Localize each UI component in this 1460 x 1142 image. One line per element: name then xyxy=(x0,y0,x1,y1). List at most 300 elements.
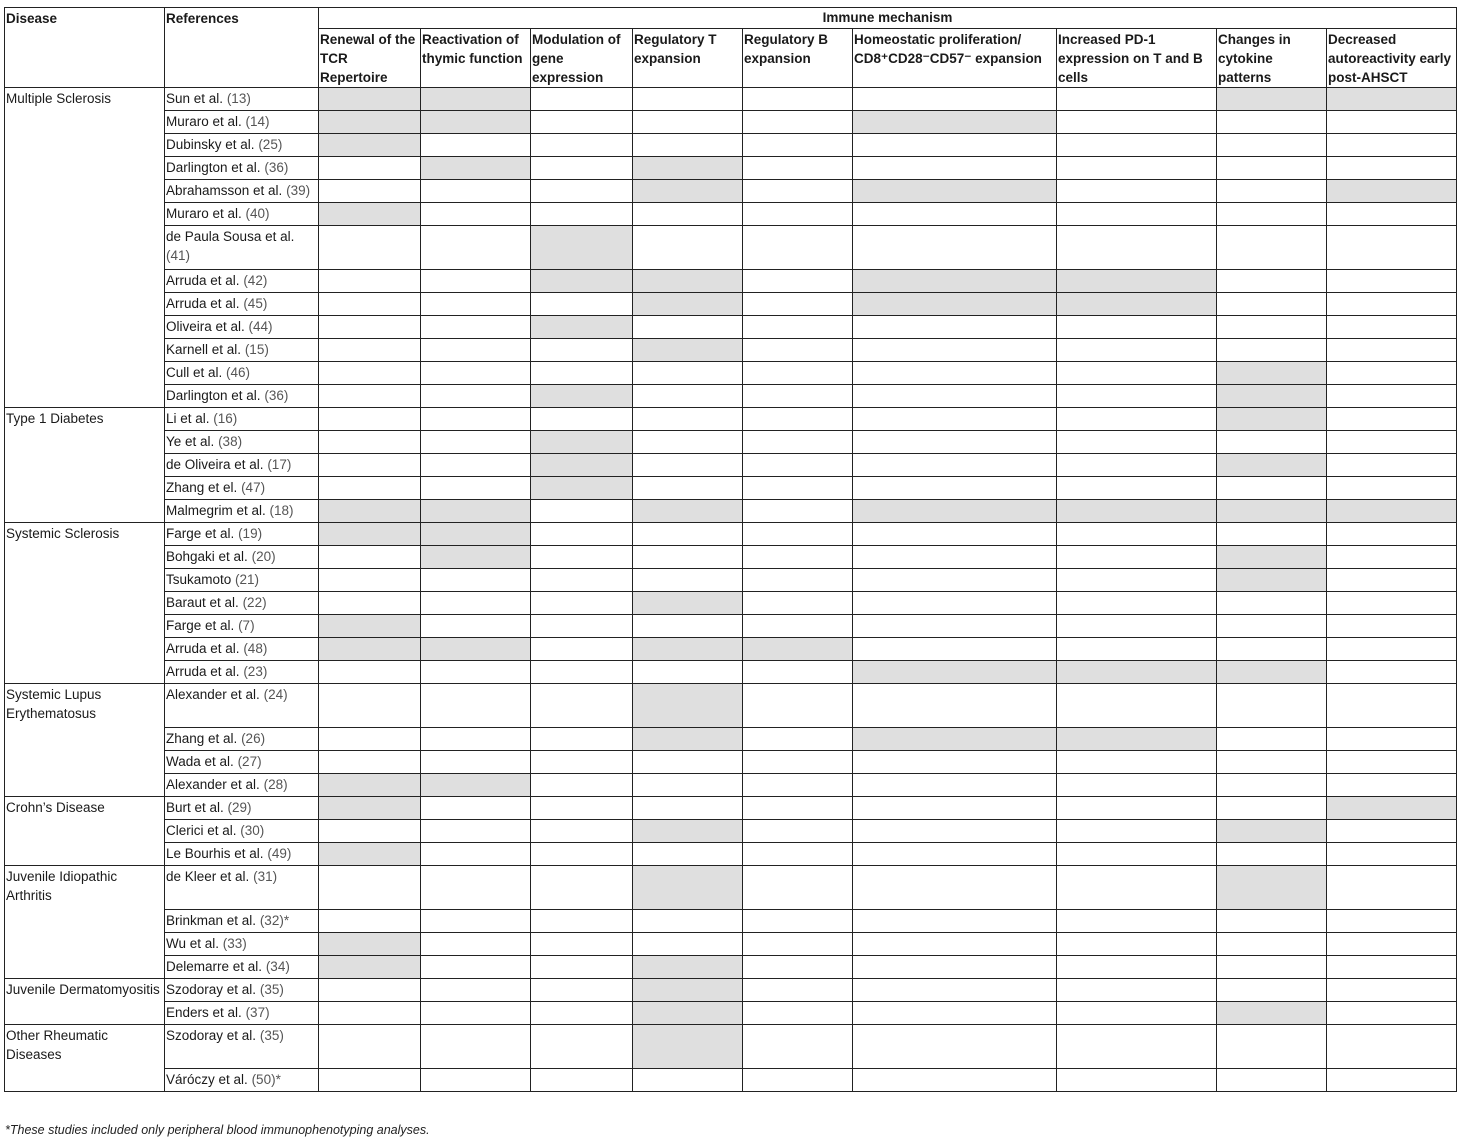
mechanism-cell-empty xyxy=(853,203,1057,226)
mechanism-cell-empty xyxy=(531,88,633,111)
mechanism-cell-empty xyxy=(1217,226,1327,270)
mechanism-cell-empty xyxy=(743,797,853,820)
reference-number: (39) xyxy=(286,183,311,198)
mechanism-cell-shaded xyxy=(633,270,743,293)
table-body xyxy=(5,88,1457,1092)
mechanism-cell-empty xyxy=(1217,293,1327,316)
reference-cell xyxy=(165,820,319,843)
mechanism-cell-empty xyxy=(1057,157,1217,180)
mechanism-cell-empty xyxy=(319,454,421,477)
mechanism-cell-empty xyxy=(1327,933,1457,956)
mechanism-cell-empty xyxy=(743,316,853,339)
mechanism-cell-empty xyxy=(743,134,853,157)
mechanism-cell-empty xyxy=(853,910,1057,933)
mechanism-cell-empty xyxy=(743,454,853,477)
table-row xyxy=(5,843,1457,866)
reference-number: (32)* xyxy=(259,913,290,928)
header-mechanism-thymic-reactivation: Reactivation of thymic function xyxy=(421,29,531,88)
mechanism-cell-empty xyxy=(853,408,1057,431)
mechanism-cell-empty xyxy=(1217,203,1327,226)
mechanism-cell-empty xyxy=(853,638,1057,661)
mechanism-cell-shaded xyxy=(633,180,743,203)
mechanism-cell-shaded xyxy=(633,866,743,910)
mechanism-cell-empty xyxy=(853,454,1057,477)
mechanism-cell-empty xyxy=(531,728,633,751)
mechanism-cell-empty xyxy=(633,569,743,592)
mechanism-cell-empty xyxy=(743,1025,853,1069)
mechanism-cell-empty xyxy=(531,1025,633,1069)
table-row xyxy=(5,1002,1457,1025)
mechanism-cell-empty xyxy=(319,751,421,774)
reference-cell xyxy=(165,1025,319,1069)
mechanism-cell-shaded xyxy=(1217,546,1327,569)
disease-cell: Type 1 Diabetes xyxy=(5,408,165,523)
mechanism-cell-empty xyxy=(421,226,531,270)
mechanism-cell-empty xyxy=(633,431,743,454)
reference-number: (49) xyxy=(267,846,292,861)
mechanism-cell-empty xyxy=(531,180,633,203)
reference-number: (13) xyxy=(226,91,251,106)
table-row xyxy=(5,477,1457,500)
mechanism-cell-empty xyxy=(743,385,853,408)
mechanism-cell-empty xyxy=(633,477,743,500)
mechanism-cell-shaded xyxy=(633,956,743,979)
mechanism-cell-empty xyxy=(633,1069,743,1092)
mechanism-cell-shaded xyxy=(853,111,1057,134)
header-disease: Disease xyxy=(5,8,165,88)
reference-number: (35) xyxy=(259,1028,284,1043)
reference-cell xyxy=(165,293,319,316)
mechanism-cell-empty xyxy=(421,956,531,979)
table-row xyxy=(5,569,1457,592)
mechanism-cell-empty xyxy=(853,477,1057,500)
table-row xyxy=(5,408,1457,431)
reference-cell xyxy=(165,500,319,523)
mechanism-cell-empty xyxy=(1327,1025,1457,1069)
mechanism-cell-shaded xyxy=(421,774,531,797)
mechanism-cell-empty xyxy=(319,408,421,431)
reference-cell xyxy=(165,1069,319,1092)
mechanism-cell-empty xyxy=(1217,180,1327,203)
mechanism-cell-shaded xyxy=(319,134,421,157)
reference-number: (15) xyxy=(244,342,269,357)
mechanism-cell-empty xyxy=(1057,843,1217,866)
mechanism-cell-shaded xyxy=(1057,728,1217,751)
mechanism-cell-empty xyxy=(633,362,743,385)
mechanism-cell-shaded xyxy=(319,203,421,226)
reference-name: Bohgaki et al. xyxy=(166,549,248,564)
mechanism-cell-empty xyxy=(1327,774,1457,797)
reference-cell xyxy=(165,270,319,293)
mechanism-cell-shaded xyxy=(633,293,743,316)
mechanism-cell-empty xyxy=(1057,523,1217,546)
reference-name: Li et al. xyxy=(166,411,210,426)
reference-name: Le Bourhis et al. xyxy=(166,846,264,861)
mechanism-cell-shaded xyxy=(633,1025,743,1069)
mechanism-cell-empty xyxy=(1057,546,1217,569)
mechanism-cell-empty xyxy=(1057,592,1217,615)
mechanism-cell-empty xyxy=(743,1002,853,1025)
mechanism-cell-empty xyxy=(319,569,421,592)
mechanism-cell-empty xyxy=(421,180,531,203)
mechanism-cell-empty xyxy=(319,1002,421,1025)
mechanism-cell-empty xyxy=(743,111,853,134)
mechanism-cell-shaded xyxy=(531,270,633,293)
table-row xyxy=(5,751,1457,774)
mechanism-cell-empty xyxy=(853,866,1057,910)
mechanism-cell-empty xyxy=(743,956,853,979)
mechanism-cell-shaded xyxy=(1217,385,1327,408)
mechanism-cell-empty xyxy=(853,339,1057,362)
mechanism-cell-empty xyxy=(1057,866,1217,910)
mechanism-cell-empty xyxy=(531,866,633,910)
mechanism-cell-empty xyxy=(1327,362,1457,385)
table-row xyxy=(5,500,1457,523)
reference-name: Ye et al. xyxy=(166,434,215,449)
mechanism-cell-shaded xyxy=(1327,88,1457,111)
reference-name: Alexander et al. xyxy=(166,687,260,702)
reference-number: (45) xyxy=(243,296,268,311)
mechanism-cell-shaded xyxy=(319,956,421,979)
mechanism-cell-empty xyxy=(421,797,531,820)
table-row xyxy=(5,615,1457,638)
disease-cell: Systemic Sclerosis xyxy=(5,523,165,684)
mechanism-cell-empty xyxy=(1327,979,1457,1002)
mechanism-cell-empty xyxy=(1327,684,1457,728)
mechanism-cell-empty xyxy=(853,546,1057,569)
mechanism-cell-empty xyxy=(319,684,421,728)
mechanism-cell-empty xyxy=(743,661,853,684)
mechanism-cell-empty xyxy=(421,728,531,751)
mechanism-cell-empty xyxy=(1217,157,1327,180)
reference-cell xyxy=(165,226,319,270)
reference-name: Szodoray et al. xyxy=(166,982,257,997)
mechanism-cell-shaded xyxy=(633,500,743,523)
mechanism-cell-empty xyxy=(421,454,531,477)
mechanism-cell-empty xyxy=(1057,774,1217,797)
mechanism-cell-empty xyxy=(743,866,853,910)
mechanism-cell-empty xyxy=(531,203,633,226)
mechanism-cell-shaded xyxy=(1217,866,1327,910)
mechanism-cell-empty xyxy=(1217,910,1327,933)
mechanism-cell-shaded xyxy=(1327,797,1457,820)
mechanism-cell-empty xyxy=(319,270,421,293)
reference-number: (20) xyxy=(251,549,276,564)
reference-cell xyxy=(165,774,319,797)
mechanism-cell-empty xyxy=(743,751,853,774)
mechanism-cell-empty xyxy=(531,956,633,979)
mechanism-cell-empty xyxy=(1327,843,1457,866)
reference-name: Cull et al. xyxy=(166,365,223,380)
mechanism-cell-empty xyxy=(633,316,743,339)
mechanism-cell-empty xyxy=(421,385,531,408)
mechanism-cell-empty xyxy=(1217,316,1327,339)
mechanism-cell-empty xyxy=(421,569,531,592)
mechanism-cell-empty xyxy=(743,684,853,728)
mechanism-cell-empty xyxy=(421,820,531,843)
mechanism-cell-empty xyxy=(1327,1069,1457,1092)
immune-mechanism-table xyxy=(4,7,1457,1092)
reference-name: Delemarre et al. xyxy=(166,959,263,974)
mechanism-cell-empty xyxy=(853,157,1057,180)
mechanism-cell-empty xyxy=(1217,431,1327,454)
mechanism-cell-shaded xyxy=(853,728,1057,751)
table-row xyxy=(5,270,1457,293)
table-row xyxy=(5,638,1457,661)
mechanism-cell-shaded xyxy=(531,454,633,477)
reference-cell xyxy=(165,523,319,546)
reference-name: Brinkman et al. xyxy=(166,913,257,928)
mechanism-cell-shaded xyxy=(1217,408,1327,431)
mechanism-cell-shaded xyxy=(319,615,421,638)
mechanism-cell-shaded xyxy=(531,316,633,339)
mechanism-cell-empty xyxy=(1057,684,1217,728)
mechanism-cell-empty xyxy=(1057,111,1217,134)
mechanism-cell-empty xyxy=(743,293,853,316)
reference-cell xyxy=(165,956,319,979)
mechanism-cell-empty xyxy=(1327,615,1457,638)
mechanism-cell-empty xyxy=(531,910,633,933)
mechanism-cell-empty xyxy=(853,569,1057,592)
mechanism-cell-empty xyxy=(531,1002,633,1025)
mechanism-cell-empty xyxy=(531,134,633,157)
reference-number: (36) xyxy=(264,388,289,403)
reference-cell xyxy=(165,569,319,592)
mechanism-cell-empty xyxy=(319,979,421,1002)
mechanism-cell-shaded xyxy=(319,88,421,111)
mechanism-cell-shaded xyxy=(853,270,1057,293)
mechanism-cell-empty xyxy=(319,385,421,408)
mechanism-cell-empty xyxy=(853,684,1057,728)
table-row xyxy=(5,293,1457,316)
mechanism-cell-shaded xyxy=(1327,500,1457,523)
reference-number: (19) xyxy=(238,526,263,541)
mechanism-cell-empty xyxy=(853,316,1057,339)
mechanism-cell-empty xyxy=(531,592,633,615)
mechanism-cell-empty xyxy=(1217,1069,1327,1092)
mechanism-cell-empty xyxy=(531,523,633,546)
mechanism-cell-empty xyxy=(319,866,421,910)
reference-cell xyxy=(165,88,319,111)
mechanism-cell-empty xyxy=(421,362,531,385)
mechanism-cell-empty xyxy=(319,1025,421,1069)
header-mechanism-tcr-renewal: Renewal of the TCR Repertoire xyxy=(319,29,421,88)
reference-name: Váróczy et al. xyxy=(166,1072,248,1087)
reference-cell xyxy=(165,933,319,956)
mechanism-cell-empty xyxy=(319,910,421,933)
mechanism-cell-empty xyxy=(743,569,853,592)
mechanism-cell-empty xyxy=(1327,134,1457,157)
mechanism-cell-empty xyxy=(1327,820,1457,843)
mechanism-cell-empty xyxy=(531,569,633,592)
reference-name: de Oliveira et al. xyxy=(166,457,264,472)
mechanism-cell-shaded xyxy=(531,385,633,408)
mechanism-cell-empty xyxy=(853,1069,1057,1092)
mechanism-cell-empty xyxy=(633,774,743,797)
mechanism-cell-empty xyxy=(743,500,853,523)
reference-cell xyxy=(165,362,319,385)
reference-name: Dubinsky et al. xyxy=(166,137,255,152)
mechanism-cell-empty xyxy=(853,134,1057,157)
reference-cell xyxy=(165,843,319,866)
mechanism-cell-empty xyxy=(1327,385,1457,408)
mechanism-cell-empty xyxy=(853,774,1057,797)
mechanism-cell-empty xyxy=(1057,933,1217,956)
mechanism-cell-empty xyxy=(1327,477,1457,500)
mechanism-cell-empty xyxy=(1217,684,1327,728)
disease-cell: Crohn’s Disease xyxy=(5,797,165,866)
reference-number: (41) xyxy=(166,248,191,263)
table-row xyxy=(5,1069,1457,1092)
reference-cell xyxy=(165,111,319,134)
mechanism-cell-empty xyxy=(1057,569,1217,592)
mechanism-cell-shaded xyxy=(633,638,743,661)
mechanism-cell-empty xyxy=(1327,569,1457,592)
mechanism-cell-empty xyxy=(421,316,531,339)
mechanism-cell-empty xyxy=(531,408,633,431)
mechanism-cell-empty xyxy=(1217,843,1327,866)
reference-cell xyxy=(165,180,319,203)
mechanism-cell-shaded xyxy=(319,774,421,797)
reference-name: Oliveira et al. xyxy=(166,319,245,334)
mechanism-cell-empty xyxy=(319,1069,421,1092)
mechanism-cell-shaded xyxy=(633,820,743,843)
mechanism-cell-empty xyxy=(633,111,743,134)
reference-name: Szodoray et al. xyxy=(166,1028,257,1043)
reference-number: (21) xyxy=(235,572,260,587)
reference-cell xyxy=(165,684,319,728)
mechanism-cell-empty xyxy=(1057,385,1217,408)
table-row xyxy=(5,728,1457,751)
reference-cell xyxy=(165,385,319,408)
mechanism-cell-empty xyxy=(633,797,743,820)
reference-number: (44) xyxy=(248,319,273,334)
reference-name: Darlington et al. xyxy=(166,160,261,175)
mechanism-cell-empty xyxy=(531,615,633,638)
reference-name: Clerici et al. xyxy=(166,823,237,838)
header-mechanism-cytokine-patterns: Changes in cytokine patterns xyxy=(1217,29,1327,88)
reference-name: Karnell et al. xyxy=(166,342,242,357)
mechanism-cell-empty xyxy=(421,933,531,956)
mechanism-cell-shaded xyxy=(421,500,531,523)
mechanism-cell-shaded xyxy=(633,979,743,1002)
mechanism-cell-empty xyxy=(633,385,743,408)
mechanism-cell-shaded xyxy=(1217,362,1327,385)
mechanism-cell-empty xyxy=(633,203,743,226)
mechanism-cell-empty xyxy=(633,661,743,684)
reference-cell xyxy=(165,592,319,615)
reference-cell xyxy=(165,979,319,1002)
mechanism-cell-shaded xyxy=(633,592,743,615)
mechanism-cell-shaded xyxy=(633,339,743,362)
reference-name: Farge et al. xyxy=(166,526,235,541)
reference-cell xyxy=(165,157,319,180)
mechanism-cell-shaded xyxy=(633,728,743,751)
mechanism-cell-shaded xyxy=(1217,820,1327,843)
mechanism-cell-empty xyxy=(853,820,1057,843)
mechanism-cell-empty xyxy=(1057,203,1217,226)
reference-name: Muraro et al. xyxy=(166,206,242,221)
mechanism-cell-empty xyxy=(1217,774,1327,797)
mechanism-cell-empty xyxy=(319,362,421,385)
mechanism-cell-empty xyxy=(531,157,633,180)
reference-number: (46) xyxy=(226,365,251,380)
mechanism-cell-empty xyxy=(743,203,853,226)
reference-cell xyxy=(165,546,319,569)
mechanism-cell-empty xyxy=(853,797,1057,820)
table-row xyxy=(5,523,1457,546)
mechanism-cell-empty xyxy=(1057,180,1217,203)
mechanism-cell-empty xyxy=(853,979,1057,1002)
mechanism-cell-shaded xyxy=(743,638,853,661)
mechanism-cell-empty xyxy=(1057,134,1217,157)
mechanism-cell-empty xyxy=(633,615,743,638)
mechanism-cell-empty xyxy=(531,638,633,661)
mechanism-cell-shaded xyxy=(319,843,421,866)
mechanism-cell-empty xyxy=(421,477,531,500)
mechanism-cell-shaded xyxy=(319,500,421,523)
mechanism-cell-empty xyxy=(421,339,531,362)
table-row xyxy=(5,592,1457,615)
mechanism-cell-shaded xyxy=(1217,454,1327,477)
reference-number: (40) xyxy=(245,206,270,221)
reference-cell xyxy=(165,454,319,477)
table-row xyxy=(5,134,1457,157)
mechanism-cell-empty xyxy=(853,615,1057,638)
table-row xyxy=(5,774,1457,797)
mechanism-cell-empty xyxy=(743,270,853,293)
mechanism-cell-shaded xyxy=(853,661,1057,684)
reference-cell xyxy=(165,797,319,820)
mechanism-cell-empty xyxy=(531,293,633,316)
mechanism-cell-shaded xyxy=(319,638,421,661)
mechanism-cell-empty xyxy=(421,751,531,774)
mechanism-cell-empty xyxy=(1327,270,1457,293)
disease-cell: Systemic Lupus Erythematosus xyxy=(5,684,165,797)
reference-cell xyxy=(165,477,319,500)
mechanism-cell-empty xyxy=(421,684,531,728)
mechanism-cell-empty xyxy=(633,546,743,569)
table-row xyxy=(5,661,1457,684)
header-mechanism-breg-expansion: Regulatory B expansion xyxy=(743,29,853,88)
mechanism-cell-empty xyxy=(1057,956,1217,979)
mechanism-cell-empty xyxy=(743,477,853,500)
mechanism-cell-empty xyxy=(743,592,853,615)
mechanism-cell-empty xyxy=(743,979,853,1002)
mechanism-cell-empty xyxy=(853,956,1057,979)
mechanism-cell-empty xyxy=(1327,408,1457,431)
mechanism-cell-empty xyxy=(1057,638,1217,661)
mechanism-cell-empty xyxy=(1217,1025,1327,1069)
mechanism-cell-shaded xyxy=(1057,270,1217,293)
mechanism-cell-empty xyxy=(1327,751,1457,774)
reference-cell xyxy=(165,1002,319,1025)
mechanism-cell-empty xyxy=(1327,956,1457,979)
reference-number: (28) xyxy=(263,777,288,792)
mechanism-cell-shaded xyxy=(421,546,531,569)
reference-name: de Paula Sousa et al. xyxy=(166,229,295,244)
mechanism-cell-empty xyxy=(1217,979,1327,1002)
reference-name: Alexander et al. xyxy=(166,777,260,792)
mechanism-cell-empty xyxy=(633,933,743,956)
mechanism-cell-empty xyxy=(531,933,633,956)
mechanism-cell-empty xyxy=(319,546,421,569)
mechanism-cell-empty xyxy=(853,1002,1057,1025)
mechanism-cell-empty xyxy=(1057,979,1217,1002)
reference-number: (33) xyxy=(222,936,247,951)
reference-number: (42) xyxy=(243,273,268,288)
mechanism-cell-empty xyxy=(1327,728,1457,751)
